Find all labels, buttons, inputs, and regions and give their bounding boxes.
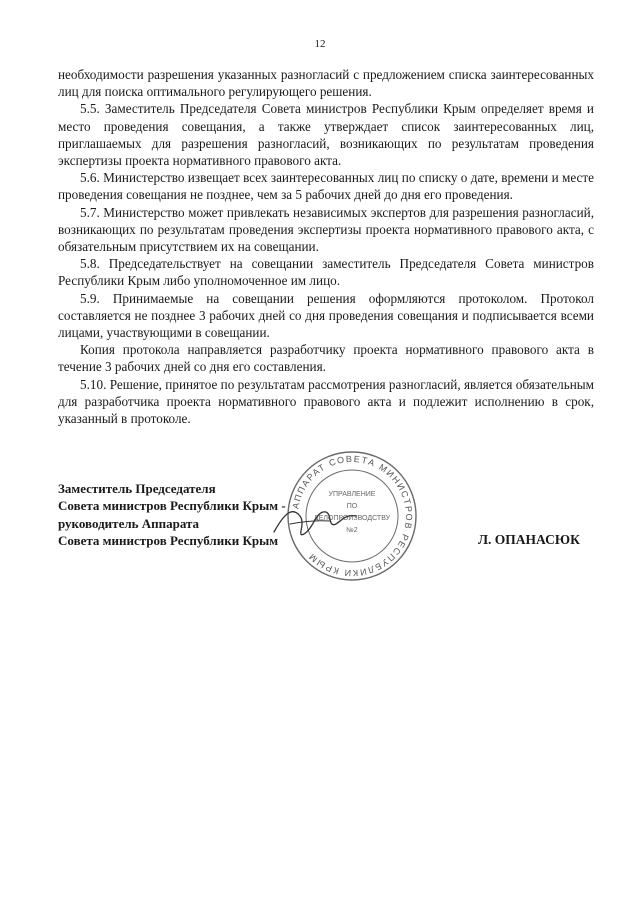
stamp-center-line-1: УПРАВЛЕНИЕ [328, 491, 376, 498]
signatory-title [58, 480, 286, 550]
stamp-ring-text: АППАРАТ СОВЕТА МИНИСТРОВ РЕСПУБЛИКИ КРЫМ [290, 453, 415, 579]
paragraph-5-7: 5.7. Министерство может привлекать независимых экспертов для разрешения разногласий, возникающих по результатам проведения экспертизы проекта нормативного правового акта, с обязательным присутствием их на совещании. [58, 204, 594, 255]
paragraph-5-8: 5.8. Председательствует на совещании заместитель Председателя Совета министров Республики Крым либо уполномоченное им лицо. [58, 256, 594, 289]
page-number: 12 [314, 38, 326, 50]
stamp-center-line-2: ПО [346, 503, 358, 510]
signatory-line-3: руководитель Аппарата [58, 515, 200, 531]
paragraph-5-9: 5.9. Принимаемые на совещании решения оформляются протоколом. Протокол составляется не позднее 3 рабочих дней со дня проведения совещания и подписывается всеми лицами, участвующими в совещании. [58, 290, 594, 341]
paragraph-protocol-copy: Копия протокола направляется разработчику проекта нормативного правового акта в течение 3 рабочих дней со дня его составления. [58, 342, 594, 375]
signatory-line-4: Совета министров Республики Крым [58, 533, 279, 549]
paragraph-continuation: необходимости разрешения указанных разногласий с предложением списка заинтересованных лиц для поиска оптимального регулирующего решения. [58, 67, 594, 100]
stamp-center-line-3: ДЕЛОПРОИЗВОДСТВУ [313, 515, 391, 522]
document-body [58, 66, 594, 427]
paragraph-5-6: 5.6. Министерство извещает всех заинтересованных лиц по списку о дате, времени и месте проведения совещания не позднее, чем за 5 рабочих дней до дня его проведения. [58, 170, 594, 203]
stamp-center-line-4: №2 [346, 527, 358, 534]
signatory-line-2: Совета министров Республики Крым - [58, 498, 286, 514]
paragraph-5-5: 5.5. Заместитель Председателя Совета министров Республики Крым определяет время и место проведения совещания, а также утверждает список заинтересованных лиц, приглашаемых для разрешения разногласий, возникающих по результатам проведения экспертизы проекта нормативного правового акта. [58, 101, 594, 169]
handwritten-signature [270, 494, 360, 544]
signatory-line-1: Заместитель Председателя [58, 481, 216, 496]
signer-name: Л. ОПАНАСЮК [478, 532, 580, 547]
paragraph-5-10: 5.10. Решение, принятое по результатам рассмотрения разногласий, является обязательным для разработчика проекта нормативного правового акта и подлежит исполнению в срок, указанный в протоколе. [58, 376, 594, 427]
